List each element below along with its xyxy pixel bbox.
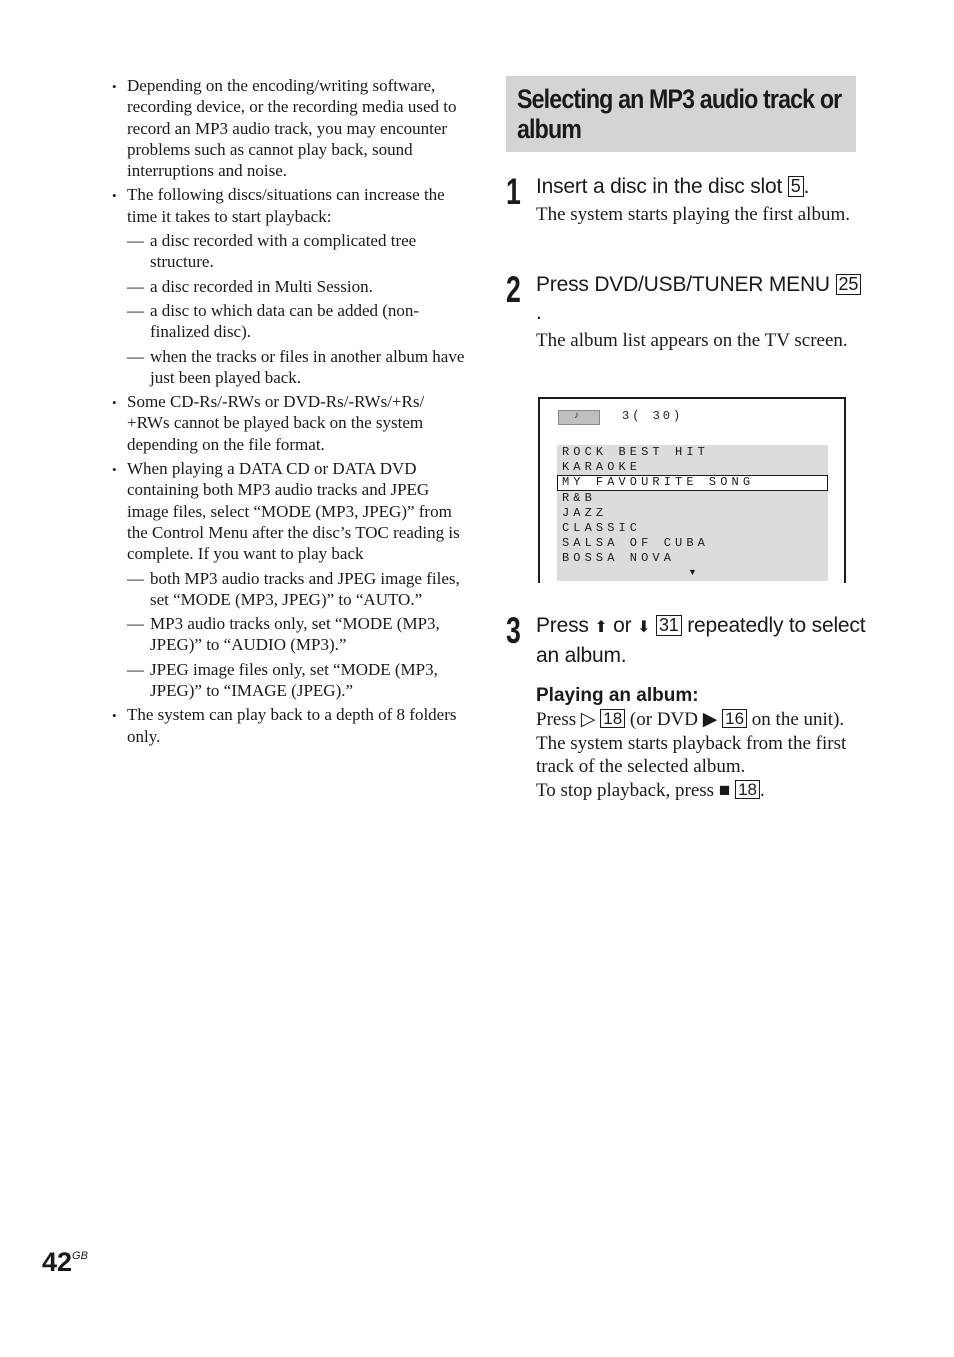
step-heading	[536, 612, 866, 670]
page-region-suffix: GB	[72, 1250, 88, 1262]
heading-text: repeatedly to select an album.	[536, 614, 866, 667]
note-text: When playing a DATA CD or DATA DVD containing both MP3 audio tracks and JPEG image files, select “MODE (MP3, JPEG)” from the Control Menu after the disc’s TOC reading is complete. If you want to play back	[127, 459, 460, 564]
bullet-mark: •	[112, 395, 117, 411]
sub-text: a disc recorded in Multi Session.	[150, 276, 373, 296]
section-title-box	[506, 76, 856, 152]
page-number-value: 42	[42, 1247, 73, 1277]
notes-column	[110, 75, 470, 750]
step-body: The album list appears on the TV screen.	[536, 330, 848, 351]
subheading: Playing an album:	[536, 685, 699, 706]
note-text: The following discs/situations can increase the time it takes to start playback:	[127, 185, 445, 226]
dash-mark: —	[127, 346, 144, 366]
body-text: To stop playback, press	[536, 779, 719, 801]
dash-mark: —	[127, 568, 144, 588]
tv-screen-illustration	[538, 397, 846, 583]
body-text: (or DVD	[625, 709, 703, 730]
note-bullet	[110, 75, 470, 181]
down-arrow-icon: ⬇	[637, 619, 651, 636]
heading-text: or	[607, 614, 638, 637]
instruction-line	[536, 708, 866, 732]
sub-text: both MP3 audio tracks and JPEG image files, set “MODE (MP3, JPEG)” to “AUTO.”	[150, 568, 460, 609]
section-title: Selecting an MP3 audio track or album	[517, 84, 842, 144]
ref-number-badge: 18	[600, 709, 625, 728]
play-solid-icon: ▶	[702, 709, 718, 730]
dash-mark: —	[127, 231, 144, 251]
note-text: Depending on the encoding/writing software, recording device, or the recording media used to record an MP3 audio track, you may encounter problems such as cannot play back, sound interruptions and noise.	[127, 76, 457, 181]
up-arrow-icon: ⬆	[594, 619, 608, 636]
album-item[interactable]: CLASSIC	[562, 520, 642, 535]
music-note-icon: ♪	[574, 410, 579, 421]
step-body	[536, 708, 866, 802]
heading-text: Press	[536, 614, 595, 637]
step-body: The system starts playing the first album.	[536, 204, 850, 225]
step-heading	[536, 173, 866, 201]
heading-text: .	[803, 175, 810, 198]
sub-item	[127, 568, 470, 611]
sub-text: when the tracks or files in another album have just been played back.	[150, 346, 465, 387]
sub-list	[127, 230, 470, 388]
step-number: 1	[506, 171, 521, 212]
body-text: .	[760, 779, 765, 801]
stop-icon: ■	[718, 779, 731, 801]
sub-list	[127, 568, 470, 702]
album-count: 3( 30)	[622, 409, 684, 423]
step-2	[506, 271, 866, 353]
body-text: on the unit).	[747, 709, 845, 730]
album-item[interactable]: ROCK BEST HIT	[562, 445, 709, 459]
bullet-mark: •	[112, 462, 117, 478]
ref-number-badge: 31	[656, 615, 682, 636]
scroll-down-icon: ▼	[688, 567, 697, 577]
note-text: The system can play back to a depth of 8 folders only.	[127, 705, 457, 746]
note-text: Some CD-Rs/-RWs or DVD-Rs/-RWs/+Rs/ +RWs cannot be played back on the system depending on the file format.	[127, 392, 425, 454]
album-item[interactable]: SALSA OF CUBA	[562, 536, 709, 551]
note-bullet	[110, 391, 470, 455]
dash-mark: —	[127, 614, 144, 634]
ref-number-badge: 18	[735, 780, 760, 799]
sub-text: a disc to which data can be added (non-finalized disc).	[150, 300, 420, 342]
dash-mark: —	[127, 659, 144, 679]
album-item[interactable]: BOSSA NOVA	[562, 551, 676, 566]
step-1	[506, 173, 866, 227]
dash-mark: —	[127, 300, 144, 320]
bullet-mark: •	[112, 708, 117, 724]
play-outline-icon: ▷	[580, 709, 596, 730]
sub-text: a disc recorded with a complicated tree structure.	[150, 231, 417, 272]
dash-mark: —	[127, 276, 144, 296]
instruction-line: The system starts playback from the first track of the selected album.	[536, 732, 847, 777]
note-bullet	[110, 184, 470, 388]
album-item-selected[interactable]: MY FAVOURITE SONG	[557, 475, 828, 490]
heading-text: .	[536, 301, 542, 324]
album-item[interactable]: R&B	[562, 490, 596, 505]
ref-number-badge: 16	[722, 709, 747, 728]
note-bullet	[110, 458, 470, 701]
sub-text: JPEG image files only, set “MODE (MP3, JPEG)” to “IMAGE (JPEG).”	[150, 659, 438, 701]
bullet-mark: •	[112, 79, 117, 94]
sub-item	[127, 300, 470, 343]
sub-item	[127, 659, 470, 702]
sub-item	[127, 613, 470, 656]
heading-text: Press DVD/USB/TUNER MENU	[536, 273, 836, 296]
sub-text: MP3 audio tracks only, set “MODE (MP3, JPEG)” to “AUDIO (MP3).”	[150, 614, 440, 655]
sub-item	[127, 276, 470, 297]
page-number	[42, 1247, 88, 1278]
heading-text: Insert a disc in the disc slot	[536, 175, 788, 198]
step-3	[506, 612, 866, 802]
instruction-line	[536, 779, 866, 803]
sub-item	[127, 230, 470, 273]
folder-music-icon	[558, 410, 600, 425]
step-number: 2	[506, 269, 521, 310]
album-list	[557, 445, 828, 581]
bullet-mark: •	[112, 188, 117, 204]
ref-number-badge: 5	[788, 176, 804, 197]
step-number: 3	[506, 610, 521, 651]
body-text: Press	[536, 709, 581, 730]
ref-number-badge: 25	[836, 274, 862, 295]
sub-item	[127, 346, 470, 389]
note-bullet	[110, 704, 470, 747]
album-item[interactable]: KARAOKE	[562, 460, 642, 475]
step-heading	[536, 271, 866, 327]
album-item[interactable]: JAZZ	[562, 505, 608, 520]
